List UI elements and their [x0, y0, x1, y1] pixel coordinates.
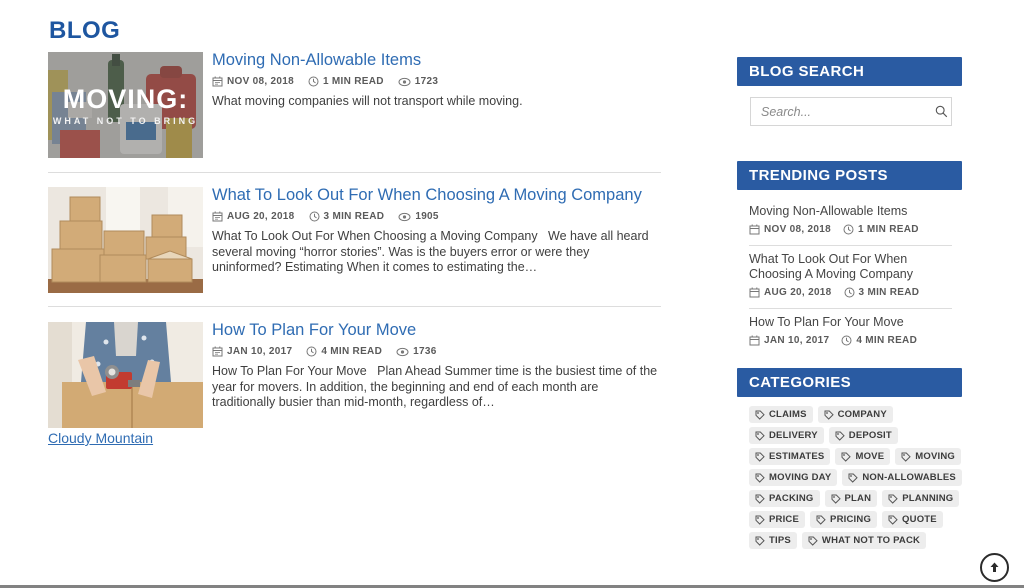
trending-date-text: AUG 20, 2018 — [764, 287, 832, 298]
post-read-time-text: 1 MIN READ — [322, 76, 384, 87]
category-tag-claims[interactable] — [749, 406, 813, 423]
tag-label: PLAN — [844, 493, 872, 504]
calendar-icon — [749, 224, 760, 235]
post-views — [396, 346, 436, 357]
post-read-time — [309, 211, 385, 222]
tag-icon — [831, 494, 841, 504]
post-date — [212, 346, 292, 357]
post-read-time-text: 4 MIN READ — [321, 346, 383, 357]
tag-label: PRICE — [769, 514, 800, 525]
search-icon — [935, 105, 948, 118]
category-tag-cloud — [749, 406, 962, 549]
post-body — [212, 52, 661, 110]
post-excerpt: What To Look Out For When Choosing a Moving Company We have all heard several moving “horror stories”. Was is the buyers error or were they uninformed? Estimating When it comes to estimating the… — [212, 229, 653, 274]
packing-tape-photo — [48, 322, 203, 428]
tag-icon — [841, 452, 851, 462]
tag-label: PLANNING — [902, 493, 954, 504]
trending-post-item — [749, 198, 952, 246]
trending-post-item — [749, 309, 952, 356]
trending-post-read-time — [843, 224, 919, 235]
trending-read-text: 1 MIN READ — [857, 224, 919, 235]
category-tag-planning[interactable] — [882, 490, 959, 507]
page-title: BLOG — [49, 17, 121, 44]
post-divider — [48, 306, 661, 307]
trending-posts-header: TRENDING POSTS — [737, 161, 962, 190]
tag-label: COMPANY — [837, 409, 887, 420]
tag-icon — [755, 515, 765, 525]
thumbnail-caption-line2: WHAT NOT TO BRING — [52, 116, 199, 126]
trending-post-title[interactable]: What To Look Out For When Choosing A Moving Company — [749, 252, 913, 281]
tag-icon — [755, 452, 765, 462]
post-divider — [48, 172, 661, 173]
cloudy-mountain-link[interactable]: Cloudy Mountain — [48, 430, 154, 446]
post-read-time-text: 3 MIN READ — [323, 211, 385, 222]
calendar-icon — [212, 76, 223, 87]
category-tag-non-allowables[interactable] — [842, 469, 962, 486]
blog-post-item — [48, 187, 661, 276]
trending-post-read-time — [841, 335, 917, 346]
trending-date-text: JAN 10, 2017 — [764, 335, 830, 346]
scroll-to-top-button[interactable] — [980, 553, 1009, 582]
arrow-up-icon — [987, 560, 1002, 575]
clock-icon — [844, 287, 855, 298]
category-tag-packing[interactable] — [749, 490, 820, 507]
blog-post-item — [48, 322, 661, 411]
tag-icon — [755, 431, 765, 441]
trending-post-date — [749, 335, 829, 346]
trending-post-title[interactable]: Moving Non-Allowable Items — [749, 204, 908, 218]
post-body — [212, 322, 661, 411]
category-tag-what-not-to-pack[interactable] — [802, 532, 926, 549]
tag-icon — [888, 515, 898, 525]
post-views-text: 1736 — [413, 346, 437, 357]
trending-post-meta — [749, 287, 952, 298]
trending-read-text: 3 MIN READ — [858, 287, 920, 298]
tag-icon — [755, 536, 765, 546]
clock-icon — [841, 335, 852, 346]
category-tag-deposit[interactable] — [829, 427, 898, 444]
category-tag-tips[interactable] — [749, 532, 797, 549]
post-views-text: 1723 — [414, 76, 439, 87]
blog-search-box — [750, 97, 952, 126]
tag-icon — [835, 431, 845, 441]
categories-header: CATEGORIES — [737, 368, 962, 397]
post-views-text: 1905 — [415, 211, 439, 222]
category-tag-delivery[interactable] — [749, 427, 824, 444]
category-tag-moving[interactable] — [895, 448, 961, 465]
post-views — [398, 76, 438, 87]
category-tag-pricing[interactable] — [810, 511, 877, 528]
tag-icon — [816, 515, 826, 525]
post-date-text: AUG 20, 2018 — [227, 211, 295, 222]
search-input[interactable] — [751, 98, 932, 125]
post-excerpt: How To Plan For Your Move Plan Ahead Summer time is the busiest time of the year for movers. In addition, the beginning and end of each month are traditionally busier than mid-month, regardless of… — [212, 364, 661, 409]
calendar-icon — [212, 211, 223, 222]
thumbnail-caption — [48, 84, 203, 126]
trending-post-meta — [749, 224, 952, 235]
post-title-link[interactable]: What To Look Out For When Choosing A Moving Company — [212, 186, 642, 204]
trending-date-text: NOV 08, 2018 — [764, 224, 831, 235]
tag-label: CLAIMS — [769, 409, 807, 420]
tag-label: DEPOSIT — [848, 430, 892, 441]
calendar-icon — [749, 287, 760, 298]
eye-icon — [398, 77, 411, 87]
trending-posts-list — [749, 198, 952, 356]
tag-label: MOVE — [855, 451, 885, 462]
post-meta — [212, 76, 661, 87]
tag-icon — [824, 410, 834, 420]
trending-post-meta — [749, 335, 952, 346]
tag-icon — [755, 410, 765, 420]
clock-icon — [306, 346, 317, 357]
post-title-link[interactable]: Moving Non-Allowable Items — [212, 51, 422, 69]
tag-label: QUOTE — [902, 514, 937, 525]
post-date-text: JAN 10, 2017 — [227, 346, 293, 357]
calendar-icon — [749, 335, 760, 346]
post-read-time — [308, 76, 384, 87]
category-tag-estimates[interactable] — [749, 448, 830, 465]
tag-icon — [901, 452, 911, 462]
trending-read-text: 4 MIN READ — [856, 335, 918, 346]
tag-label: PACKING — [769, 493, 814, 504]
tag-label: PRICING — [830, 514, 872, 525]
trending-post-date — [749, 224, 831, 235]
tag-icon — [888, 494, 898, 504]
post-body — [212, 187, 661, 276]
category-tag-quote[interactable] — [882, 511, 943, 528]
category-tag-price[interactable] — [749, 511, 805, 528]
calendar-icon — [212, 346, 223, 357]
search-submit-button[interactable] — [932, 98, 951, 125]
tag-icon — [755, 494, 765, 504]
tag-label: MOVING — [915, 451, 955, 462]
eye-icon — [398, 212, 411, 222]
trending-post-title[interactable]: How To Plan For Your Move — [749, 315, 904, 329]
tag-label: MOVING DAY — [769, 472, 832, 483]
category-tag-move[interactable] — [835, 448, 890, 465]
tag-label: DELIVERY — [769, 430, 818, 441]
post-title-link[interactable]: How To Plan For Your Move — [212, 321, 417, 339]
tag-icon — [848, 473, 858, 483]
tag-label: WHAT NOT TO PACK — [821, 535, 921, 546]
post-views — [398, 211, 438, 222]
category-tag-company[interactable] — [818, 406, 893, 423]
post-read-time — [306, 346, 382, 357]
clock-icon — [308, 76, 319, 87]
category-tag-plan[interactable] — [825, 490, 878, 507]
post-meta — [212, 346, 661, 357]
post-date — [212, 211, 295, 222]
tag-icon — [755, 473, 765, 483]
post-meta — [212, 211, 661, 222]
tag-label: ESTIMATES — [769, 451, 825, 462]
clock-icon — [843, 224, 854, 235]
moving-boxes-photo — [48, 187, 203, 293]
tag-label: TIPS — [769, 535, 791, 546]
post-thumbnail[interactable] — [48, 322, 203, 428]
eye-icon — [396, 347, 409, 357]
trending-post-item — [749, 246, 952, 309]
blog-search-header: BLOG SEARCH — [737, 57, 962, 86]
blog-post-item — [48, 51, 661, 126]
clock-icon — [309, 211, 320, 222]
post-thumbnail[interactable] — [48, 52, 203, 158]
post-date — [212, 76, 294, 87]
category-tag-moving-day[interactable] — [749, 469, 837, 486]
post-date-text: NOV 08, 2018 — [227, 76, 294, 87]
tag-icon — [808, 536, 818, 546]
trending-post-read-time — [844, 287, 920, 298]
thumbnail-caption-line1: MOVING: — [62, 84, 189, 114]
trending-post-date — [749, 287, 832, 298]
post-thumbnail[interactable] — [48, 187, 203, 293]
tag-label: NON-ALLOWABLES — [862, 472, 956, 483]
post-excerpt: What moving companies will not transport while moving. — [212, 94, 523, 108]
